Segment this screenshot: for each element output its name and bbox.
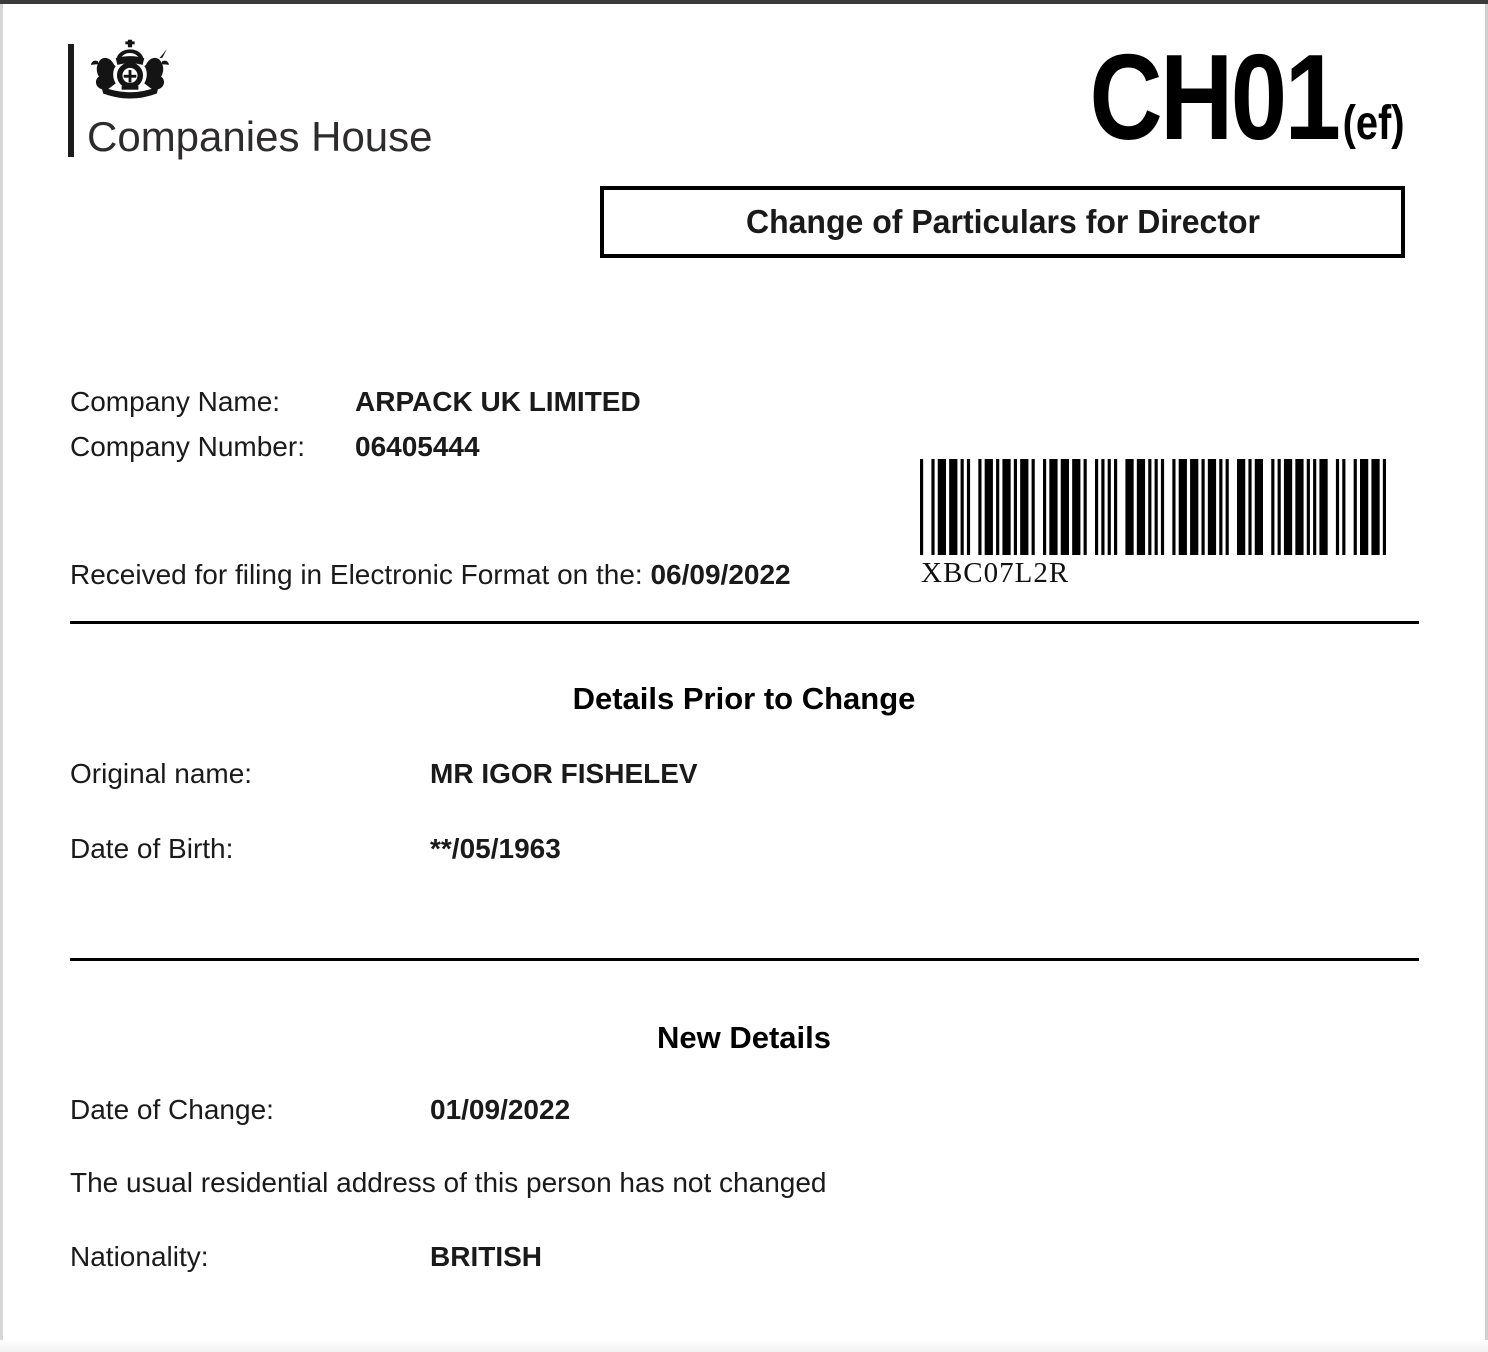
form-code-suffix: (ef) — [1343, 97, 1405, 150]
form-title: Change of Particulars for Director — [745, 203, 1260, 240]
company-name-value: ARPACK UK LIMITED — [355, 386, 641, 417]
original-name-value: MR IGOR FISHELEV — [430, 758, 698, 789]
date-of-birth-label: Date of Birth: — [70, 833, 234, 864]
form-code — [1089, 29, 1405, 165]
royal-coat-of-arms-icon — [88, 39, 172, 111]
page-left-edge — [0, 4, 3, 1352]
section-divider-1 — [70, 621, 1419, 624]
section-divider-2 — [70, 958, 1419, 961]
filing-barcode — [920, 459, 1386, 555]
date-of-change-value: 01/09/2022 — [430, 1094, 571, 1125]
new-details-heading: New Details — [656, 1020, 831, 1055]
company-name-label: Company Name: — [70, 386, 281, 417]
received-filing-label: Received for filing in Electronic Format on the: — [70, 559, 651, 590]
address-unchanged-note: The usual residential address of this person has not changed — [70, 1167, 827, 1198]
date-of-change-label: Date of Change: — [70, 1094, 274, 1125]
form-title-box — [600, 186, 1405, 258]
nationality-label: Nationality: — [70, 1241, 209, 1272]
received-filing-line — [70, 559, 791, 591]
company-number-label: Company Number: — [70, 431, 305, 462]
page-bottom-edge — [0, 1340, 1488, 1352]
nationality-row — [70, 1241, 1428, 1273]
original-name-row — [70, 758, 1428, 790]
company-name-row — [70, 386, 1428, 418]
original-name-label: Original name: — [70, 758, 253, 789]
barcode-value-label: XBC07L2R — [921, 557, 1070, 589]
window-top-edge — [0, 0, 1488, 4]
date-of-birth-value: **/05/1963 — [430, 833, 561, 864]
logo-divider-bar — [68, 44, 74, 157]
company-number-value: 06405444 — [355, 431, 480, 462]
date-of-birth-row — [70, 833, 1428, 865]
form-code-main: CH01 — [1089, 29, 1339, 165]
received-filing-date: 06/09/2022 — [650, 559, 791, 590]
prior-details-heading: Details Prior to Change — [572, 681, 916, 716]
nationality-value: BRITISH — [430, 1241, 542, 1272]
date-of-change-row — [70, 1094, 1428, 1126]
companies-house-logo-text: Companies House — [87, 113, 433, 160]
